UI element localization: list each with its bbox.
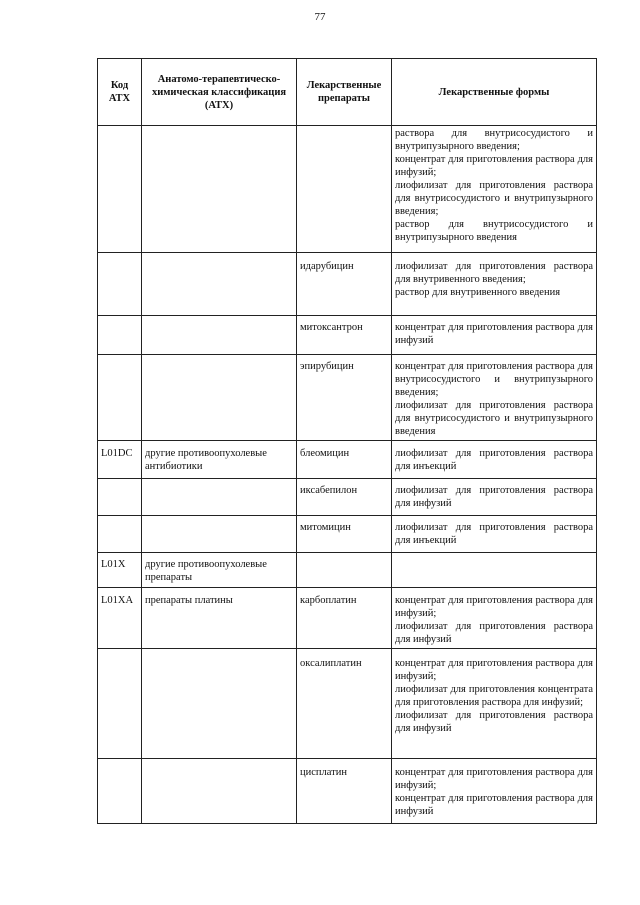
drug-name-cell: цисплатин: [297, 759, 392, 824]
dosage-form: концентрат для приготовления раствора для внутрисосудистого и внутрипузырного введения;: [395, 361, 593, 398]
dosage-form: лиофилизат для приготовления раствора для внутривенного введения;: [395, 261, 593, 285]
dosage-form: концентрат для приготовления раствора для инфузий;: [395, 767, 593, 791]
dosage-forms-cell: [392, 441, 597, 479]
header-atc-classification: Анатомо-терапевтическо-химическая классификация (АТХ): [142, 59, 297, 126]
dosage-form: раствора для внутрисосудистого и внутрипузырного введения;: [395, 128, 593, 152]
drug-name-cell: блеомицин: [297, 441, 392, 479]
table-row: [98, 355, 597, 441]
drug-name-cell: карбоплатин: [297, 588, 392, 649]
atc-code-cell: [98, 253, 142, 316]
drug-name-cell: иксабепилон: [297, 479, 392, 516]
dosage-form: концентрат для приготовления раствора для инфузий: [395, 793, 593, 817]
dosage-form: лиофилизат для приготовления раствора для внутрисосудистого и внутрипузырного введения;: [395, 180, 593, 217]
dosage-forms-cell: [392, 253, 597, 316]
dosage-forms-cell: [392, 759, 597, 824]
dosage-forms-cell: [392, 126, 597, 253]
table-row: [98, 649, 597, 759]
atc-group-cell: [142, 649, 297, 759]
atc-group-cell: [142, 516, 297, 553]
dosage-forms-cell: [392, 588, 597, 649]
dosage-forms-cell: [392, 649, 597, 759]
atc-code-cell: L01X: [98, 553, 142, 588]
atc-group-cell: [142, 355, 297, 441]
dosage-form: концентрат для приготовления раствора для инфузий;: [395, 658, 593, 682]
atc-code-cell: [98, 516, 142, 553]
dosage-forms-cell: [392, 316, 597, 355]
dosage-forms-cell: [392, 355, 597, 441]
atc-code-cell: [98, 126, 142, 253]
table-row: [98, 253, 597, 316]
dosage-form: раствор для внутрисосудистого и внутрипузырного введения: [395, 219, 593, 243]
drug-name-cell: оксалиплатин: [297, 649, 392, 759]
dosage-form: концентрат для приготовления раствора для инфузий: [395, 322, 593, 346]
drug-name-cell: митоксантрон: [297, 316, 392, 355]
atc-drug-table: [97, 58, 597, 824]
dosage-form: лиофилизат для приготовления раствора для внутрисосудистого и внутрипузырного введения: [395, 400, 593, 437]
atc-group-cell: [142, 253, 297, 316]
header-drugs: Лекарственные препараты: [297, 59, 392, 126]
atc-code-cell: [98, 649, 142, 759]
drug-name-cell: эпирубицин: [297, 355, 392, 441]
dosage-forms-cell: [392, 553, 597, 588]
dosage-form: лиофилизат для приготовления раствора для инфузий: [395, 710, 593, 734]
atc-code-cell: [98, 759, 142, 824]
drug-name-cell: митомицин: [297, 516, 392, 553]
header-dosage-forms: Лекарственные формы: [392, 59, 597, 126]
dosage-forms-cell: [392, 479, 597, 516]
table-row: [98, 479, 597, 516]
table-row: [98, 516, 597, 553]
table-row: [98, 441, 597, 479]
table-row: [98, 316, 597, 355]
dosage-form: концентрат для приготовления раствора для инфузий;: [395, 595, 593, 619]
atc-group-cell: [142, 316, 297, 355]
dosage-form: лиофилизат для приготовления раствора для инъекций: [395, 448, 593, 472]
table-header-row: [98, 59, 597, 126]
atc-group-cell: препараты платины: [142, 588, 297, 649]
table-row: [98, 553, 597, 588]
table-row: [98, 759, 597, 824]
page-number: 77: [314, 11, 326, 23]
dosage-form: лиофилизат для приготовления раствора для инфузий: [395, 485, 593, 509]
dosage-form: лиофилизат для приготовления концентрата для приготовления раствора для инфузий;: [395, 684, 593, 708]
dosage-form: концентрат для приготовления раствора для инфузий;: [395, 154, 593, 178]
table-row: [98, 126, 597, 253]
atc-code-cell: [98, 316, 142, 355]
atc-code-cell: L01XA: [98, 588, 142, 649]
table-row: [98, 588, 597, 649]
dosage-form: лиофилизат для приготовления раствора для инфузий: [395, 621, 593, 645]
dosage-form: лиофилизат для приготовления раствора для инъекций: [395, 522, 593, 546]
dosage-form: раствор для внутривенного введения: [395, 287, 561, 298]
atc-group-cell: другие противоопухолевые препараты: [142, 553, 297, 588]
atc-code-cell: [98, 355, 142, 441]
drug-name-cell: идарубицин: [297, 253, 392, 316]
drug-name-cell: [297, 553, 392, 588]
atc-group-cell: другие противоопухолевые антибиотики: [142, 441, 297, 479]
atc-group-cell: [142, 479, 297, 516]
atc-group-cell: [142, 126, 297, 253]
drug-name-cell: [297, 126, 392, 253]
header-code: Код АТХ: [98, 59, 142, 126]
atc-code-cell: [98, 479, 142, 516]
dosage-forms-cell: [392, 516, 597, 553]
atc-group-cell: [142, 759, 297, 824]
atc-code-cell: L01DC: [98, 441, 142, 479]
